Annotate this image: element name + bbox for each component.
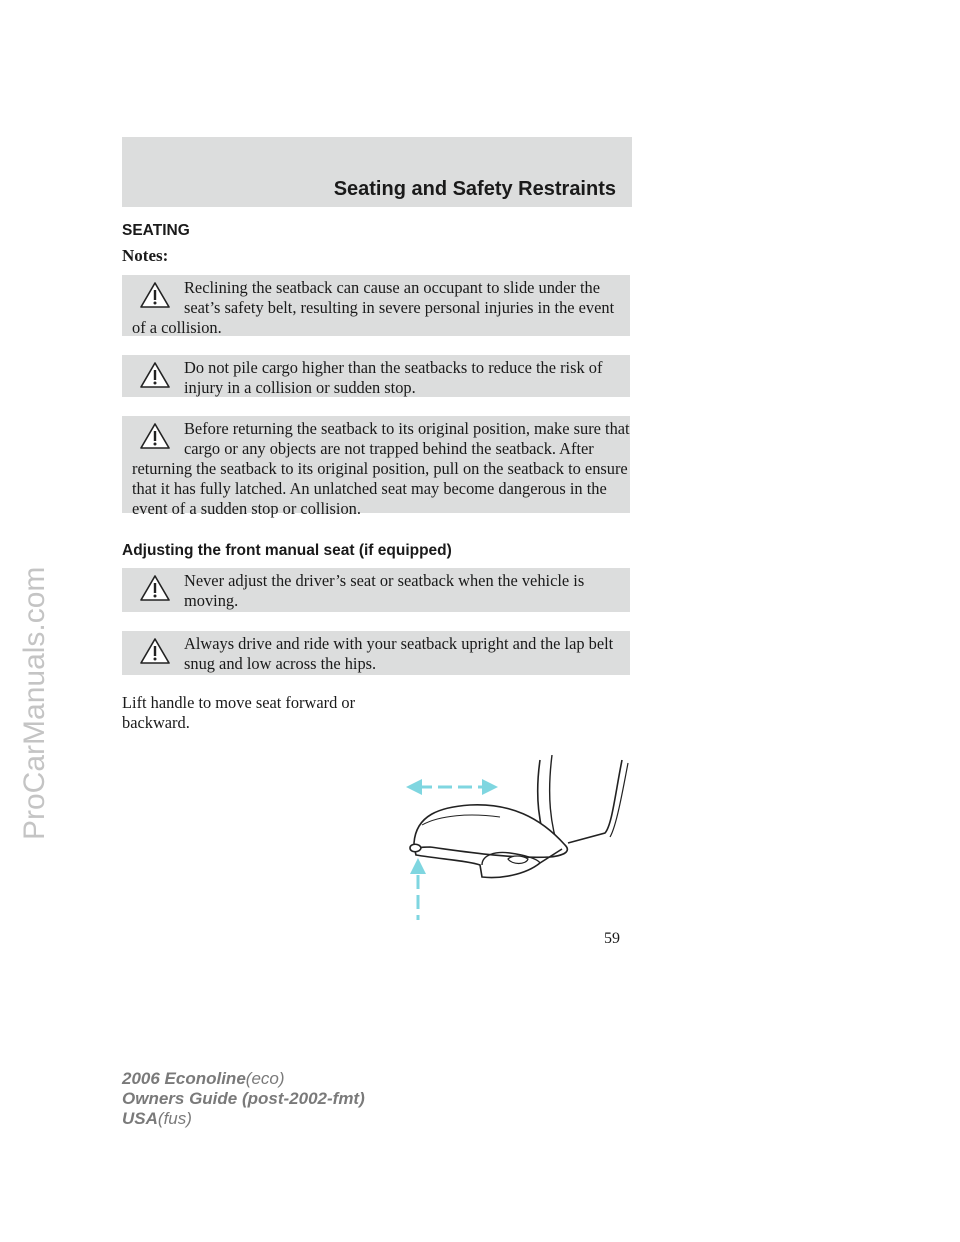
warning-box: [122, 568, 630, 612]
section-heading: SEATING: [122, 222, 190, 239]
seat-illustration: [400, 755, 635, 925]
footer-market: USA: [122, 1109, 158, 1128]
warning-text: Do not pile cargo higher than the seatbacks to reduce the risk of injury in a collision or sudden stop.: [184, 358, 603, 397]
page-number: 59: [604, 930, 620, 947]
warning-icon: [140, 638, 170, 664]
warning-box: [122, 631, 630, 675]
warning-icon: [140, 423, 170, 449]
warning-box: [122, 416, 630, 518]
warning-text: Never adjust the driver’s seat or seatback when the vehicle is moving.: [184, 571, 585, 610]
warning-text: Reclining the seatback can cause an occupant to slide under the seat’s safety belt, resulting in severe personal injuries in the event of a collision.: [132, 278, 615, 337]
warning-icon: [140, 362, 170, 388]
warning-text: Before returning the seatback to its original position, make sure that cargo or any objects are not trapped behind the seatback. After returning the seatback to its original position, pull on the seatback to ensure that it has fully latched. An unlatched seat may become dangerous in the event of a sudden stop or collision.: [132, 419, 630, 518]
header-band: [122, 137, 632, 207]
body-paragraph: Lift handle to move seat forward or backward.: [122, 693, 356, 732]
warning-box: [122, 355, 630, 397]
warning-box: [122, 275, 630, 336]
warning-text: Always drive and ride with your seatback upright and the lap belt snug and low across the hips.: [184, 634, 614, 673]
warning-icon: [140, 282, 170, 308]
footer-guide: Owners Guide (post-2002-fmt): [122, 1089, 365, 1108]
footer-model: 2006 Econoline: [122, 1069, 246, 1088]
notes-label: Notes:: [122, 246, 169, 265]
footer-market-code: (fus): [157, 1109, 192, 1128]
footer-model-code: (eco): [245, 1069, 285, 1088]
watermark: ProCarManuals.com: [18, 566, 51, 840]
warning-icon: [140, 575, 170, 601]
footer: [122, 1069, 365, 1129]
page-title: Seating and Safety Restraints: [333, 178, 616, 200]
subheading: Adjusting the front manual seat (if equipped): [122, 542, 452, 559]
